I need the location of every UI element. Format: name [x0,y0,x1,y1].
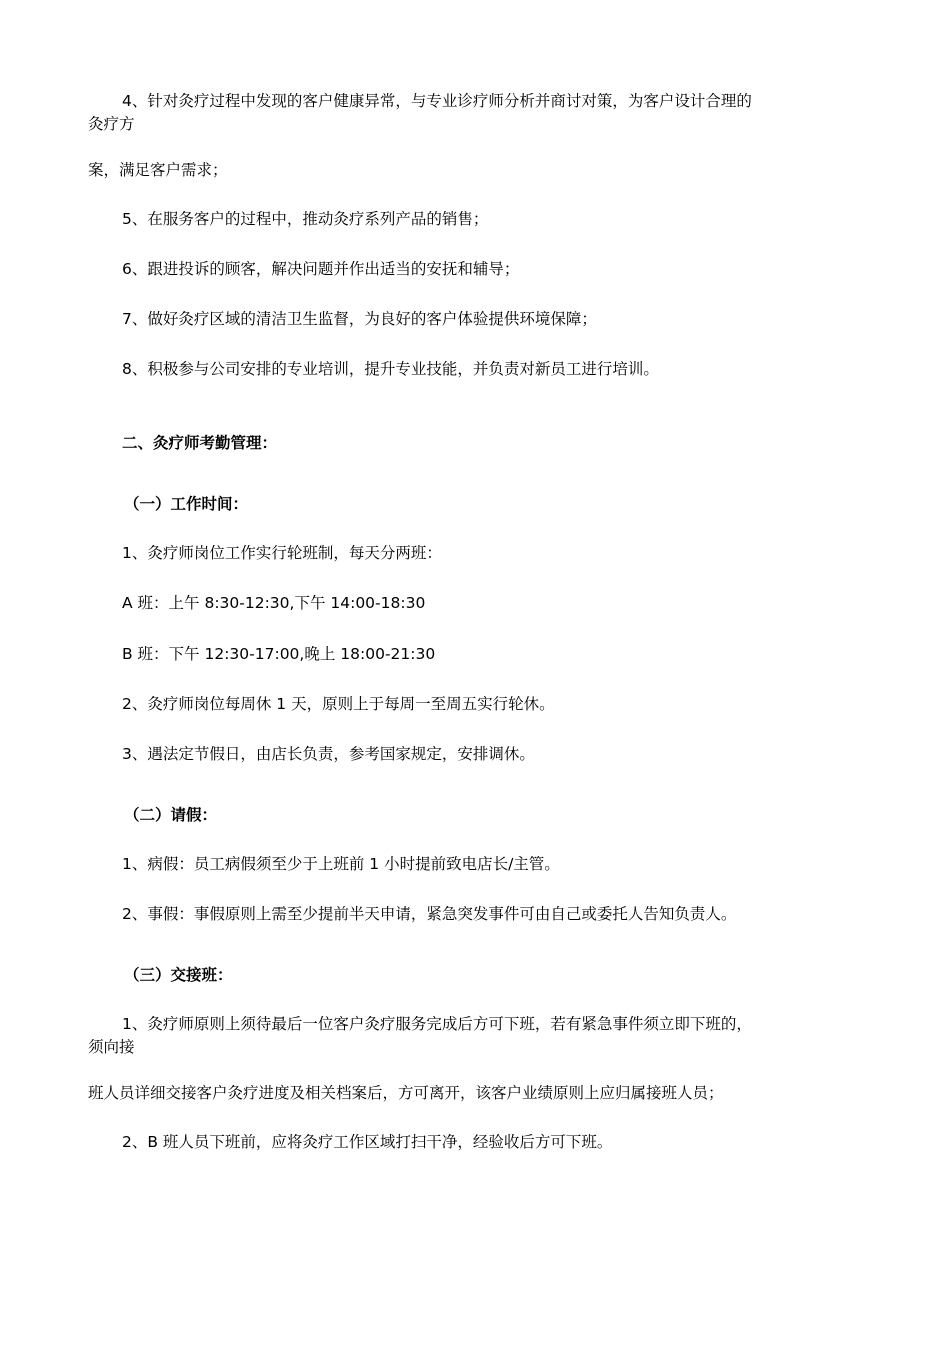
section-heading-attendance: 二、灸疗师考勤管理： [122,434,278,452]
duty-item-4: 4、针对灸疗过程中发现的客户健康异常，与专业诊疗师分析并商讨对策，为客户设计合理的 [122,92,752,110]
duty-item-5: 5、在服务客户的过程中，推动灸疗系列产品的销售； [122,210,489,228]
shift-a: A 班：上午 8:30-12:30,下午 14:00-18:30 [122,594,426,612]
duty-item-7: 7、做好灸疗区域的清洁卫生监督，为良好的客户体验提供环境保障； [122,310,597,328]
shift-b: B 班：下午 12:30-17:00,晚上 18:00-21:30 [122,645,436,663]
duty-item-6: 6、跟进投诉的顾客，解决问题并作出适当的安抚和辅导； [122,260,520,278]
handover-item-1-continued: 班人员详细交接客户灸疗进度及相关档案后，方可离开，该客户业绩原则上应归属接班人员； [88,1084,724,1102]
subsection-heading-leave: （二）请假： [124,806,218,824]
handover-item-2: 2、B 班人员下班前，应将灸疗工作区域打扫干净，经验收后方可下班。 [122,1133,613,1151]
leave-item-2: 2、事假：事假原则上需至少提前半天申请，紧急突发事件可由自己或委托人告知负责人。 [122,905,737,923]
work-time-item-2: 2、灸疗师岗位每周休 1 天，原则上于每周一至周五实行轮休。 [122,695,555,713]
subsection-heading-handover: （三）交接班： [124,966,233,984]
work-time-item-3: 3、遇法定节假日，由店长负责，参考国家规定，安排调休。 [122,745,535,763]
leave-item-1: 1、病假：员工病假须至少于上班前 1 小时提前致电店长/主管。 [122,855,560,873]
handover-item-1: 1、灸疗师原则上须待最后一位客户灸疗服务完成后方可下班，若有紧急事件须立即下班的， [122,1015,752,1033]
duty-item-4-wrap: 灸疗方 [88,115,135,133]
subsection-heading-work-time: （一）工作时间： [124,495,249,513]
duty-item-4-continued: 案，满足客户需求； [88,161,228,179]
work-time-item-1: 1、灸疗师岗位工作实行轮班制，每天分两班： [122,544,442,562]
handover-item-1-wrap: 须向接 [88,1038,135,1056]
duty-item-8: 8、积极参与公司安排的专业培训，提升专业技能，并负责对新员工进行培训。 [122,360,659,378]
